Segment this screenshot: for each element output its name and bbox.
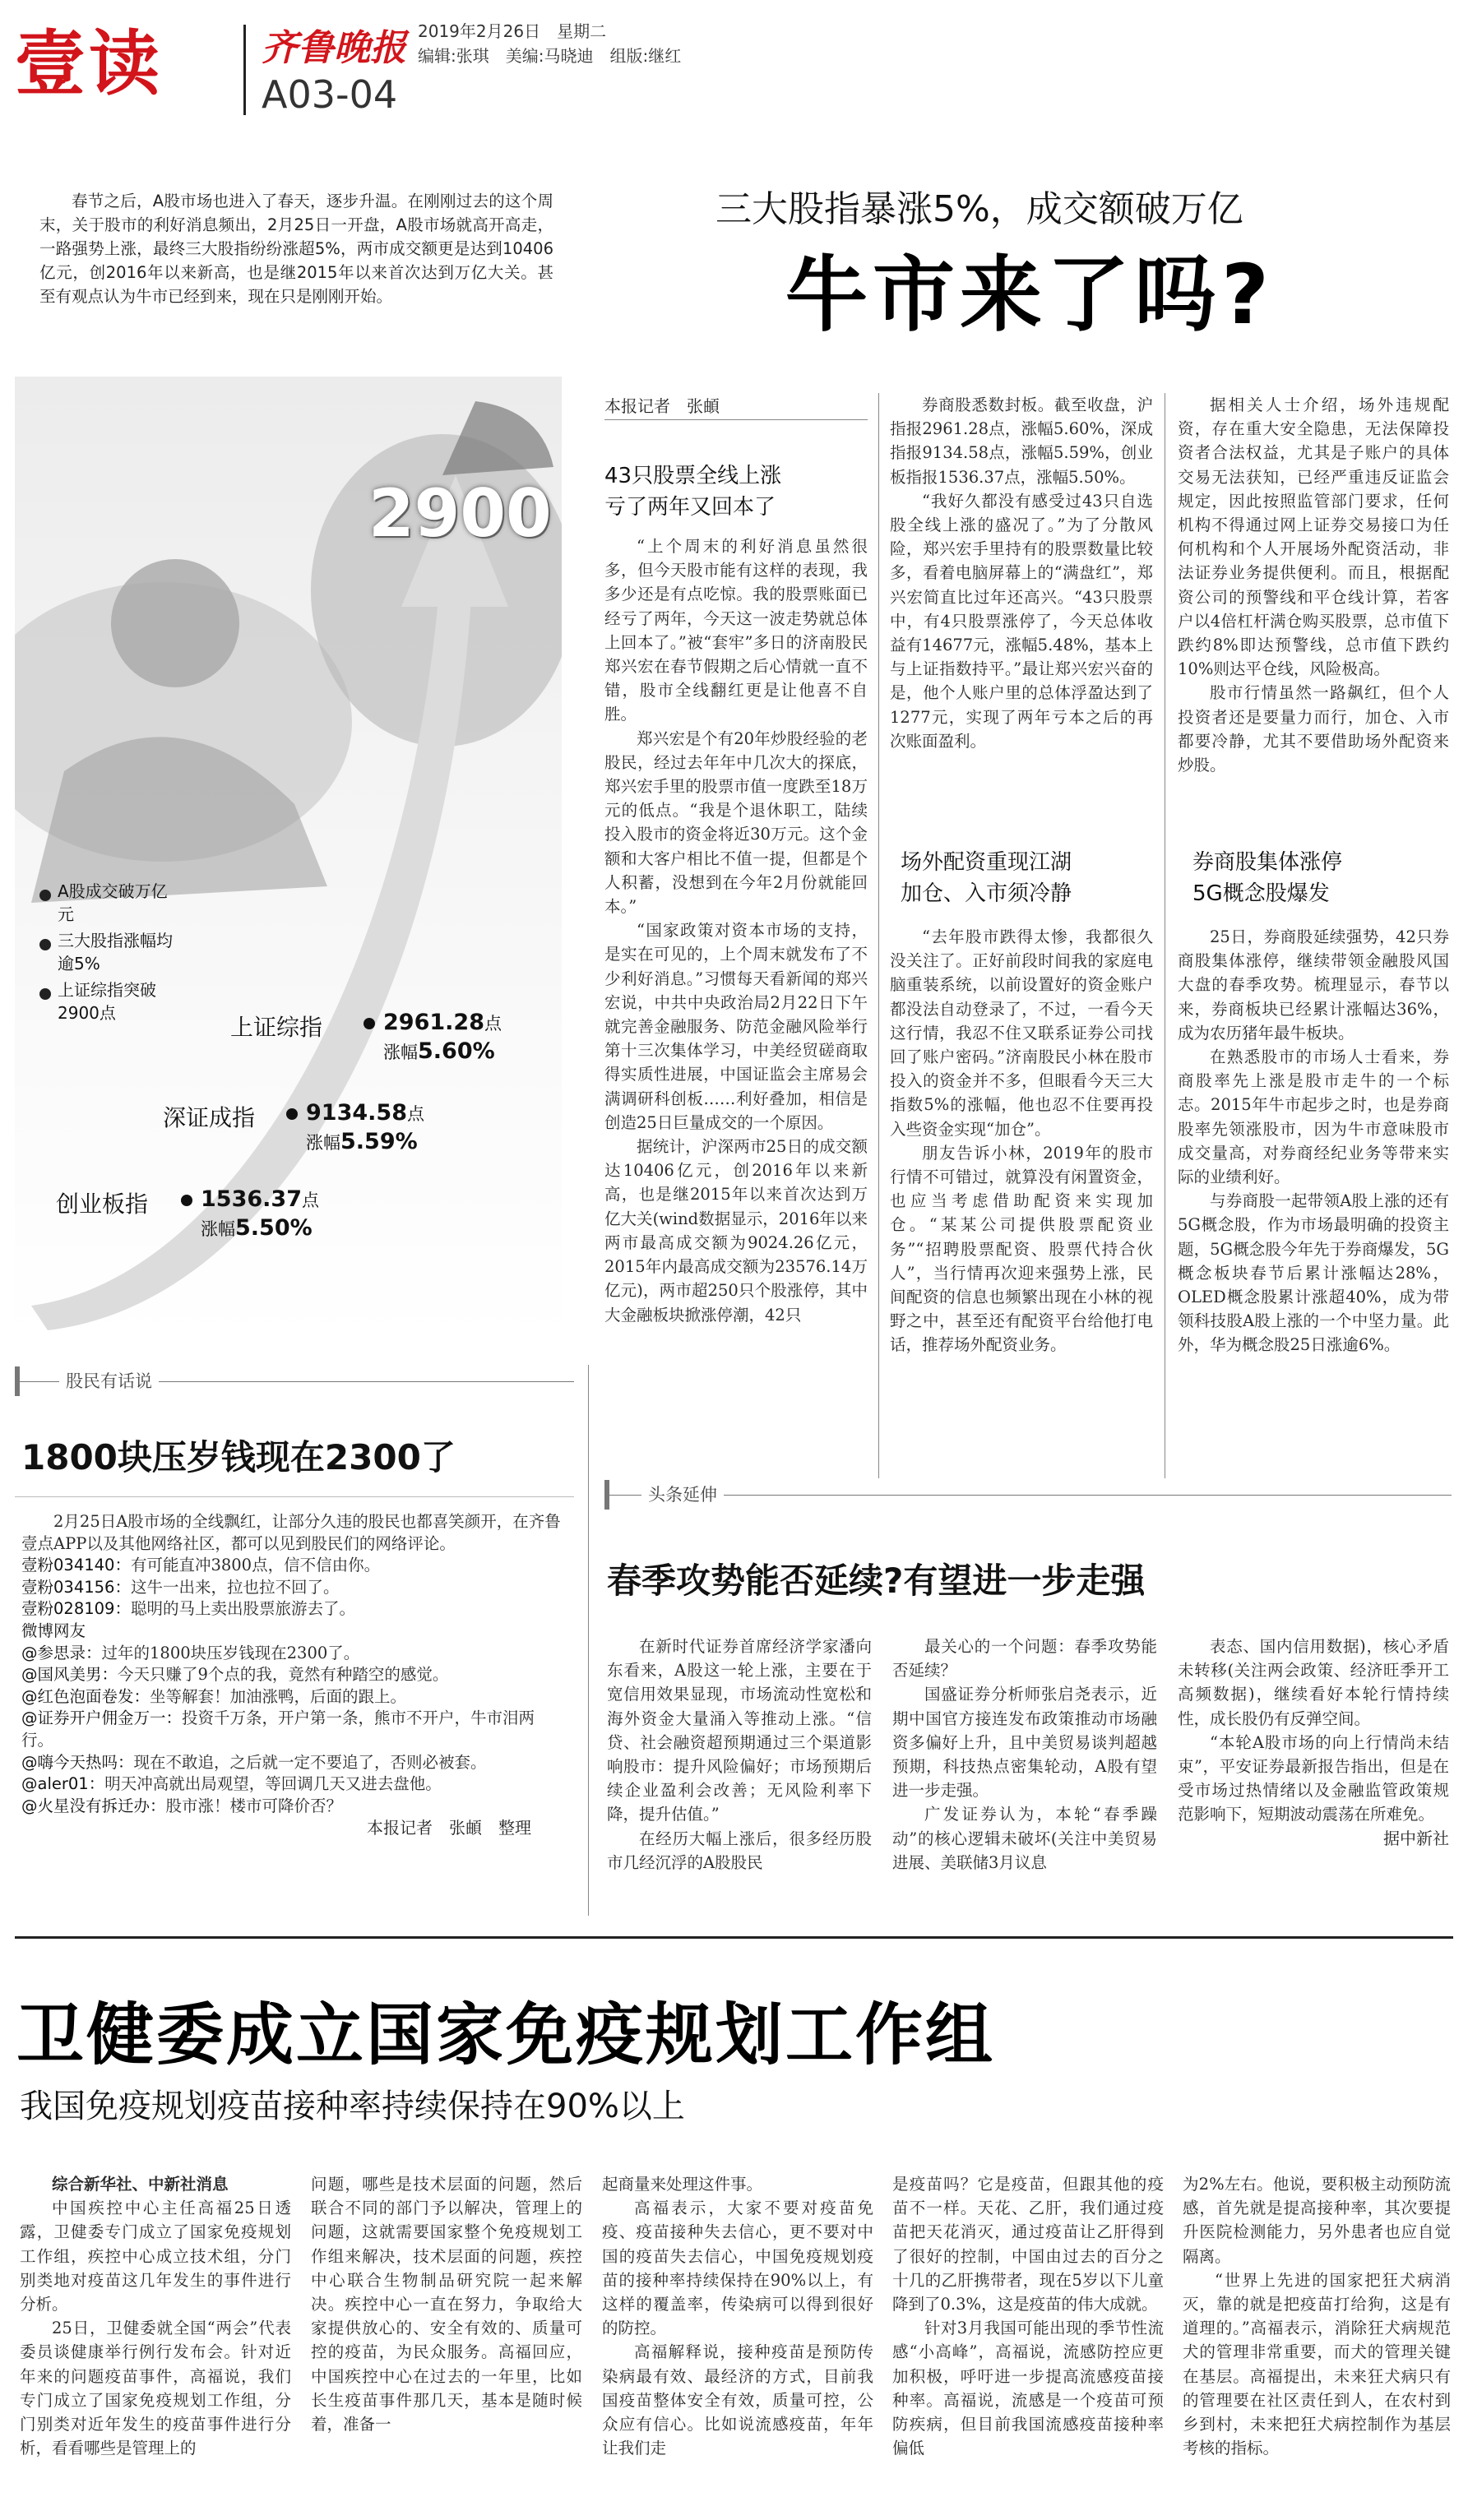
index-value-row <box>201 1186 319 1212</box>
extended-column-2 <box>892 1635 1157 1875</box>
paragraph: 针对3月我国可能出现的季节性流感“小高峰”，高福说，流感防控应更加积极，呼吁进一步提高流感疫苗接种率。高福说，流感是一个疫苗可预防疾病，但目前我国流感疫苗接种率偏低 <box>892 2319 1164 2458</box>
subhead-1: 43只股票全线上涨 亏了两年又回本了 <box>604 464 782 520</box>
paragraph: 起商量来处理这件事。 <box>602 2175 763 2194</box>
comment-text: 股市涨！楼市可降价否？ <box>165 1796 343 1815</box>
paragraph: “世界上先进的国家把狂犬病消灭，靠的就是把疫苗打给狗，这是有道理的。”高福表示，消除狂犬病规范犬的管理非常重要，而犬的管理关键在基层。高福提出，未来狂犬病只有的管理要在社区责任到人，在农村到乡到村，未来把狂犬病控制作为基层考核的指标。 <box>1183 2270 1451 2458</box>
forum-comment <box>21 1752 564 1774</box>
column-rule <box>878 393 879 1478</box>
index-change: 5.50% <box>235 1215 313 1241</box>
index-name: 深证成指 <box>163 1104 256 1131</box>
paragraph: 券商股悉数封板。截至收盘，沪指报2961.28点，涨幅5.60%，深成指报9134.58点，涨幅5.59%，创业板指报1536.37点，涨幅5.50%。 <box>890 395 1153 487</box>
paragraph: 在经历大幅上涨后，很多经历股市几经沉浮的A股股民 <box>607 1829 872 1872</box>
article-column-3b <box>1178 925 1449 1357</box>
comment-handle: @国风美男： <box>21 1665 118 1685</box>
paragraph: 是疫苗吗？它是疫苗，但跟其他的疫苗不一样。天花、乙肝，我们通过疫苗把天花消灭，通过疫苗让乙肝得到了很好的控制，中国由过去的百分之十几的乙肝携带者，现在5岁以下儿童降到了0.3%，这是疫苗的伟大成就。 <box>892 2175 1164 2314</box>
paragraph: 25日，卫健委就全国“两会”代表委员谈健康举行例行发布会。针对近年来的问题疫苗事件，高福说，我们专门成立了国家免疫规划工作组，分门别类对近年发生的疫苗事件进行分析，看看哪些是管理上的 <box>20 2319 291 2458</box>
paragraph: “我好久都没有感受过43只自选股全线上涨的盛况了。”为了分散风险，郑兴宏手里持有的股票数量比较多，看着电脑屏幕上的“满盘红”，郑兴宏简直比过年还高兴。“43只股票中，有4只股票涨停了，今天总体收益有14677元，涨幅5.48%，基本上与上证指数持平。”最让郑兴宏兴奋的是，他个人账户里的总体浮盈达到了1277元，实现了两年亏本之后的再次账面盈利。 <box>890 491 1153 751</box>
comment-text: 今天只赚了9个点的我，竟然有种踏空的感觉。 <box>118 1665 449 1685</box>
comment-text: 投资千万条，开户第一条，熊市不开户，牛市泪两行。 <box>21 1709 535 1750</box>
index-change-row <box>383 1038 495 1064</box>
extended-section-tag: 头条延伸 <box>641 1482 724 1506</box>
index-marker <box>364 1018 375 1029</box>
paragraph: 与券商股一起带领A股上涨的还有5G概念股，作为市场最明确的投资主题，5G概念股今年先于券商爆发，5G概念板块春节后累计涨幅达28%，OLED概念股累计涨超40%，成为带领科技股A股上涨的一个中坚力量。此外，华为概念股25日涨逾6%。 <box>1178 1191 1449 1355</box>
comment-handle: @aler01： <box>21 1774 105 1794</box>
article-column-3 <box>1178 393 1449 777</box>
index-value: 2961.28 <box>383 1010 484 1035</box>
main-headline: 牛市来了吗? <box>785 247 1275 343</box>
section-brand: 壹读 <box>15 23 163 105</box>
investor-head <box>111 559 239 687</box>
health-subheadline: 我国免疫规划疫苗接种率持续保持在90%以上 <box>20 2088 685 2125</box>
page-code: A03-04 <box>262 72 398 117</box>
index-value-row <box>383 1010 502 1035</box>
comment-handle: 壹粉028109： <box>21 1599 131 1619</box>
bullet-item: A股成交破万亿元 <box>58 881 168 924</box>
comment-handle: @证券开户佣金万一： <box>21 1709 183 1728</box>
paragraph: 据相关人士介绍，场外违规配资，存在重大安全隐患，无法保障投资者合法权益，尤其是子账户的具体交易无法获知，已经严重违反证监会规定，因此按照监管部门要求，任何机构不得通过网上证券交易接口为任何机构和个人开展场外配资活动，非法证券业务提供便利。而且，根据配资公司的预警线和平仓线计算，若客户以4倍杠杆满仓购买股票，总市值下跌约8%即达预警线，总市值下跌约10%则达平仓线，风险极高。 <box>1178 395 1449 679</box>
extended-headline: 春季攻势能否延续?有望进一步走强 <box>607 1561 1146 1601</box>
health-column-3 <box>602 2172 873 2460</box>
bullet-item: 上证综指突破2900点 <box>58 980 156 1023</box>
section-divider <box>15 1936 1453 1939</box>
comment-handle: @红色泡面卷发： <box>21 1686 151 1706</box>
bullet-dot <box>39 988 51 1000</box>
forum-comment <box>21 1708 564 1751</box>
extended-column-1 <box>607 1635 872 1875</box>
comment-handle: 壹粉034156： <box>21 1577 131 1597</box>
forum-comment <box>21 1686 564 1709</box>
forum-tag-mark <box>15 1366 20 1396</box>
paragraph: 朋友告诉小林，2019年的股市行情不可错过，就算没有闲置资金，也应当考虑借助配资来实现加仓。“某某公司提供股票配资业务”“招聘股票配资、股票代持合伙人”，当行情再次迎来强势上涨，民间配资的信息也频繁出现在小林的视野之中，甚至还有配资平台给他打电话，推荐场外配资业务。 <box>890 1143 1153 1355</box>
extended-credit: 据中新社 <box>1383 1828 1449 1848</box>
main-kicker: 三大股指暴涨5%，成交额破万亿 <box>715 188 1243 230</box>
index-change-label: 涨幅 <box>306 1133 340 1153</box>
paragraph: 据统计，沪深两市25日的成交额达10406亿元，创2016年以来新高，也是继2015年以来首次达到万亿大关(wind数据显示，2016年以来两市最高成交额为9024.26亿元，2015年内最高成交额为23576.14万亿元)，两市超250只个股涨停，其中大金融板块掀涨停潮，42只 <box>604 1137 868 1325</box>
index-change: 5.59% <box>340 1129 418 1154</box>
index-value-row <box>306 1100 424 1126</box>
forum-comment <box>21 1796 564 1818</box>
health-column-5 <box>1183 2172 1451 2460</box>
health-column-1 <box>20 2172 291 2460</box>
big-number: 2900 <box>368 475 552 552</box>
forum-comment <box>21 1555 564 1577</box>
bullet-item: 三大股指涨幅均逾5% <box>58 931 173 973</box>
index-change-label: 涨幅 <box>383 1043 418 1062</box>
index-change-row <box>306 1129 418 1154</box>
paragraph: 国盛证券分析师张启尧表示，近期中国官方接连发布政策推动市场融资多偏好上升，且中美贸易谈判超越预期，科技热点密集轮动，A股有望进一步走强。 <box>892 1685 1157 1801</box>
comment-text: 聪明的马上卖出股票旅游去了。 <box>130 1599 355 1619</box>
paragraph: 最关心的一个问题：春季攻势能否延续？ <box>892 1637 1157 1681</box>
subhead-2: 场外配资重现江湖 加仓、入市须冷静 <box>901 850 1072 906</box>
forum-divider <box>15 1496 574 1497</box>
index-name: 上证综指 <box>230 1014 323 1041</box>
index-unit: 点 <box>484 1014 502 1033</box>
bullet-dot <box>39 890 51 901</box>
comment-handle: 壹粉034140： <box>21 1556 131 1575</box>
index-change-row <box>201 1215 313 1241</box>
forum-byline: 本报记者 张頔 整理 <box>367 1818 531 1838</box>
forum-comment <box>21 1598 564 1621</box>
paragraph: 问题，哪些是技术层面的问题，然后联合不同的部门予以解决，管理上的问题，这就需要国家整个免疫规划工作组来解决，技术层面的问题，疾控中心联合生物制品研究院一起来解决。疾控中心一直在努力，争取给大家提供放心的、安全有效的、质量可控的疫苗，为民众服务。高福回应，中国疾控中心在过去的一年里，比如长生疫苗事件那几天，基本是随时候着，准备一 <box>311 2175 582 2434</box>
paragraph: “去年股市跌得太惨，我都很久没关注了。正好前段时间我的家庭电脑重装系统，以前设置好的资金账户都没法自动登录了，不过，一看今天这行情，我忍不住又联系证券公司找回了账户密码。”济南股民小林在股市投入的资金并不多，但眼看今天三大指数5%的涨幅，他也忍不住要再投入些资金实现“加仓”。 <box>890 927 1153 1139</box>
index-marker <box>181 1195 192 1206</box>
paragraph: 高福解释说，接种疫苗是预防传染病最有效、最经济的方式，目前我国疫苗整体安全有效，质量可控，公众应有信心。比如说流感疫苗，年年让我们走 <box>602 2342 873 2458</box>
paragraph: 25日，券商股延续强势，42只券商股集体涨停，继续带领金融股风国大盘的春季攻势。梳理显示，春节以来，券商板块已经累计涨幅达36%，成为农历猪年最牛板块。 <box>1178 927 1449 1043</box>
paragraph: “本轮A股市场的向上行情尚未结束”，平安证券最新报告指出，但是在受市场过热情绪以及金融监管政策规范影响下，短期波动震荡在所难免。 <box>1178 1732 1449 1824</box>
bullet-dot <box>39 939 51 950</box>
forum-comment <box>21 1643 564 1665</box>
article-byline: 本报记者 张頔 <box>604 396 720 416</box>
comment-text: 这牛一出来，拉也拉不回了。 <box>130 1577 340 1597</box>
forum-comment <box>21 1621 564 1643</box>
header-editors: 编辑:张琪 美编:马晓迪 组版:继红 <box>418 46 682 66</box>
article-column-2b <box>890 925 1153 1357</box>
index-change-label: 涨幅 <box>201 1219 235 1239</box>
comment-handle: @参思录： <box>21 1643 102 1662</box>
intro-paragraph: 春节之后，A股市场也进入了春天，逐步升温。在刚刚过去的这个周末，关于股市的利好消息频出，2月25日一开盘，A股市场就高开高走，一路强势上涨，最终三大股指纷纷涨超5%，两市成交额更是达到10406亿元，创2016年以来新高，也是继2015年以来首次达到万亿大关。甚至有观点认为牛市已经到来，现在只是刚刚开始。 <box>39 192 553 306</box>
byline-rule <box>604 419 868 420</box>
article-column-1 <box>604 534 868 1327</box>
index-marker <box>286 1108 298 1120</box>
comment-handle: 微博网友 <box>21 1621 86 1640</box>
comment-handle: @火星没有拆迁办： <box>21 1796 166 1815</box>
index-change: 5.60% <box>418 1038 495 1064</box>
forum-comment <box>21 1577 564 1599</box>
paragraph: 中国疾控中心主任高福25日透露，卫健委专门成立了国家免疫规划工作组，疾控中心成立技术组，分门别类地对疫苗这几年发生的事件进行分析。 <box>20 2199 291 2314</box>
forum-headline: 1800块压岁钱现在2300了 <box>21 1437 456 1477</box>
stock-graphic <box>15 377 562 1340</box>
paragraph: “上个周末的利好消息虽然很多，但今天股市能有这样的表现，我多少还是有点吃惊。我的股票账面已经亏了两年，今天这一波走势就总体上回本了。”被“套牢”多日的济南股民郑兴宏在春节假期之后心情就一直不错，股市全线翻红更是让他喜不自胜。 <box>604 537 868 724</box>
paragraph: 股市行情虽然一路飙红，但个人投资者还是要量力而行，加仓、入市都要冷静，尤其不要借助场外配资来炒股。 <box>1178 683 1449 775</box>
newspaper-logo: 齐鲁晚报 <box>262 27 406 69</box>
comment-text: 坐等解套！加油涨鸭，后面的跟上。 <box>150 1686 407 1706</box>
extended-tag-mark <box>604 1480 609 1510</box>
health-column-2 <box>311 2172 582 2436</box>
index-name: 创业板指 <box>56 1191 149 1218</box>
paragraph: 表态、国内信用数据)，核心矛盾未转移(关注两会政策、经济旺季开工高频数据)，继续看好本轮行情持续性，成长股仍有反弹空间。 <box>1178 1637 1449 1728</box>
article-column-2 <box>890 393 1153 753</box>
index-unit: 点 <box>406 1104 424 1124</box>
paragraph: “国家政策对资本市场的支持，是实在可见的，上个周末就发布了不少利好消息。”习惯每天看新闻的郑兴宏说，中共中央政治局2月22日下午就完善金融服务、防范金融风险举行第十三次集体学习，中美经贸磋商取得实质性进展，中国证监会主席易会满调研科创板……利好叠加，相信是创造25日巨量成交的一个原因。 <box>604 921 868 1132</box>
forum-body <box>21 1511 564 1839</box>
comment-text: 有可能直冲3800点，信不信由你。 <box>130 1556 381 1575</box>
extended-rule <box>604 1495 1452 1496</box>
health-headline: 卫健委成立国家免疫规划工作组 <box>16 1996 996 2074</box>
forum-lead: 2月25日A股市场的全线飘红，让部分久违的股民也都喜笑颜开，在齐鲁壹点APP以及其他网络社区，都可以见到股民们的网络评论。 <box>21 1512 561 1553</box>
hat-shape <box>442 401 553 475</box>
index-unit: 点 <box>301 1191 319 1210</box>
forum-comment <box>21 1773 564 1796</box>
comment-text: 现在不敢追，之后就一定不要追了，否则必被套。 <box>133 1752 487 1772</box>
comment-text: 明天冲高就出局观望，等回调几天又进去盘他。 <box>104 1774 442 1794</box>
paragraph: 为2%左右。他说，要积极主动预防流感，首先就是提高接种率，其次要提升医院检测能力，另外患者也应自觉隔离。 <box>1183 2175 1451 2266</box>
paragraph: 郑兴宏是个有20年炒股经验的老股民，经过去年年中几次大的探底，郑兴宏手里的股票市值一度跌至18万元的低点。“我是个退休职工，陆续投入股市的资金将近30万元。这个金额和大客户相比不值一提，但都是个人积蓄，没想到在今年2月份就能回本。” <box>604 728 868 917</box>
index-value: 9134.58 <box>306 1100 407 1126</box>
subhead-3: 券商股集体涨停 5G概念股爆发 <box>1192 850 1343 906</box>
paragraph: 在新时代证券首席经济学家潘向东看来，A股这一轮上涨，主要在于宽信用效果显现，市场流动性宽松和海外资金大量涌入等推动上涨。“信贷、社会融资超预期通过三个渠道影响股市：提升风险偏好；市场预期后续企业盈利会改善；无风险利率下降，提升估值。” <box>607 1637 872 1824</box>
column-rule <box>588 1365 589 1916</box>
forum-comment <box>21 1664 564 1686</box>
paragraph: 在熟悉股市的市场人士看来，券商股率先上涨是股市走牛的一个标志。2015年牛市起步之时，也是券商股率先领涨股市，因为牛市意味股市成交量高，对券商经纪业务等带来实际的业绩利好。 <box>1178 1047 1449 1187</box>
health-column-4 <box>892 2172 1164 2460</box>
comment-handle: @嗨今天热吗： <box>21 1752 134 1772</box>
paragraph: 广发证券认为，本轮“春季躁动”的核心逻辑未破坏(关注中美贸易进展、美联储3月议息 <box>892 1805 1157 1872</box>
header-divider <box>243 25 246 115</box>
forum-section-tag: 股民有话说 <box>59 1368 159 1393</box>
comment-text: 过年的1800块压岁钱现在2300了。 <box>101 1643 360 1662</box>
paragraph: 高福表示，大家不要对疫苗免疫、疫苗接种失去信心，更不要对中国的疫苗失去信心，中国免疫规划疫苗的接种率持续保持在90%以上，有这样的覆盖率，传染病可以得到很好的防控。 <box>602 2199 873 2338</box>
header-date: 2019年2月26日 星期二 <box>418 21 607 41</box>
index-value: 1536.37 <box>201 1186 302 1212</box>
extended-column-3 <box>1178 1635 1449 1851</box>
health-dateline: 综合新华社、中新社消息 <box>52 2175 229 2194</box>
